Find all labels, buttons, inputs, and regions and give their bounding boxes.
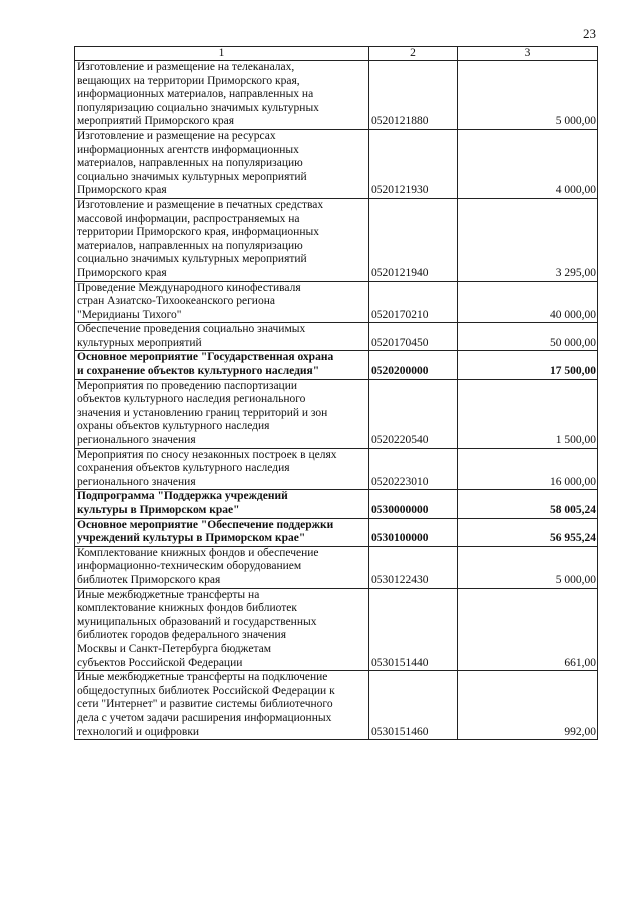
row-amount: 1 500,00	[458, 379, 598, 448]
column-header-3: 3	[458, 47, 598, 61]
table-body	[75, 61, 598, 740]
column-header-1: 1	[75, 47, 369, 61]
budget-table	[74, 46, 598, 740]
table-row	[75, 518, 598, 546]
description-line: субъектов Российской Федерации	[77, 656, 243, 669]
description-line: материалов, направленных на популяризацию	[77, 157, 303, 170]
row-description	[75, 518, 369, 546]
row-code: 0520170450	[369, 323, 458, 351]
description-line: муниципальных образований и государственных	[77, 615, 317, 628]
table-row	[75, 323, 598, 351]
row-description	[75, 379, 369, 448]
row-description	[75, 490, 369, 518]
table-header	[75, 47, 598, 61]
description-line: Основное мероприятие "Обеспечение поддержки	[77, 518, 334, 531]
description-line: Изготовление и размещение на ресурсах	[77, 129, 276, 142]
description-line: Москвы и Санкт-Петербурга бюджетам	[77, 642, 272, 655]
row-code: 0520220540	[369, 379, 458, 448]
description-line: дела с учетом задачи расширения информационных	[77, 711, 332, 724]
description-line: значения и установлению границ территорий и зон	[77, 406, 328, 419]
row-amount: 40 000,00	[458, 281, 598, 323]
row-description	[75, 281, 369, 323]
description-line: общедоступных библиотек Российской Федерации к	[77, 684, 335, 697]
description-line: Обеспечение проведения социально значимых	[77, 323, 306, 336]
row-amount: 992,00	[458, 671, 598, 740]
description-line: материалов, направленных на популяризацию	[77, 239, 303, 252]
row-code: 0520223010	[369, 448, 458, 490]
table-row	[75, 490, 598, 518]
description-line: культуры в Приморском крае"	[77, 504, 240, 516]
row-description	[75, 671, 369, 740]
row-amount: 50 000,00	[458, 323, 598, 351]
row-description	[75, 351, 369, 379]
description-line: комплектование книжных фондов библиотек	[77, 602, 297, 615]
description-line: вещающих на территории Приморского края,	[77, 74, 300, 87]
column-header-2: 2	[369, 47, 458, 61]
row-amount: 661,00	[458, 588, 598, 671]
description-line: социально значимых культурных мероприятий	[77, 253, 307, 266]
description-line: Изготовление и размещение в печатных средствах	[77, 198, 324, 211]
description-line: массовой информации, распространяемых на	[77, 212, 300, 225]
description-line: социально значимых культурных мероприятий	[77, 170, 307, 183]
description-line: стран Азиатско-Тихоокеанского региона	[77, 295, 275, 308]
description-line: информационно-техническим оборудованием	[77, 560, 302, 573]
description-line: Подпрограмма "Поддержка учреждений	[77, 490, 288, 503]
row-description	[75, 198, 369, 281]
row-description	[75, 448, 369, 490]
row-code: 0520121940	[369, 198, 458, 281]
description-line: Иные межбюджетные трансферты на подключение	[77, 671, 328, 684]
description-line: культурных мероприятий	[77, 336, 202, 349]
row-code: 0530000000	[369, 490, 458, 518]
row-description	[75, 546, 369, 588]
row-description	[75, 129, 369, 198]
row-amount: 58 005,24	[458, 490, 598, 518]
description-line: объектов культурного наследия регионального	[77, 393, 306, 406]
row-amount: 3 295,00	[458, 198, 598, 281]
row-description	[75, 61, 369, 130]
description-line: Комплектование книжных фондов и обеспечение	[77, 546, 319, 559]
description-line: Приморского края	[77, 266, 167, 279]
row-amount: 17 500,00	[458, 351, 598, 379]
description-line: библиотек городов федерального значения	[77, 629, 286, 642]
description-line: технологий и оцифровки	[77, 725, 200, 738]
header-row	[75, 47, 598, 61]
description-line: территории Приморского края, информационных	[77, 226, 319, 239]
table-row	[75, 671, 598, 740]
table-row	[75, 129, 598, 198]
description-line: библиотек Приморского края	[77, 573, 221, 586]
row-amount: 56 955,24	[458, 518, 598, 546]
description-line: Мероприятия по проведению паспортизации	[77, 379, 298, 392]
description-line: регионального значения	[77, 475, 196, 488]
row-code: 0520121930	[369, 129, 458, 198]
description-line: Мероприятия по сносу незаконных построек в целях	[77, 448, 337, 461]
row-code: 0520121880	[369, 61, 458, 130]
description-line: Изготовление и размещение на телеканалах,	[77, 61, 295, 73]
row-amount: 5 000,00	[458, 546, 598, 588]
table-row	[75, 588, 598, 671]
description-line: популяризацию социально значимых культурных	[77, 101, 319, 114]
row-code: 0520170210	[369, 281, 458, 323]
table-row	[75, 379, 598, 448]
table-row	[75, 281, 598, 323]
table-row	[75, 351, 598, 379]
description-line: Приморского края	[77, 184, 167, 197]
row-code: 0530151460	[369, 671, 458, 740]
row-amount: 5 000,00	[458, 61, 598, 130]
description-line: регионального значения	[77, 434, 196, 447]
description-line: и сохранение объектов культурного наследия"	[77, 365, 320, 378]
description-line: сети "Интернет" и развитие системы библиотечного	[77, 698, 333, 711]
row-code: 0530122430	[369, 546, 458, 588]
row-code: 0530100000	[369, 518, 458, 546]
row-amount: 4 000,00	[458, 129, 598, 198]
description-line: охраны объектов культурного наследия	[77, 420, 270, 433]
description-line: информационных материалов, направленных на	[77, 88, 314, 101]
description-line: "Меридианы Тихого"	[77, 308, 182, 321]
table-row	[75, 61, 598, 130]
table-row	[75, 546, 598, 588]
row-code: 0520200000	[369, 351, 458, 379]
description-line: информационных агентств информационных	[77, 143, 299, 156]
description-line: мероприятий Приморского края	[77, 115, 235, 128]
table-row	[75, 448, 598, 490]
description-line: Проведение Международного кинофестиваля	[77, 281, 301, 294]
table-row	[75, 198, 598, 281]
description-line: Основное мероприятие "Государственная охрана	[77, 351, 334, 364]
row-description	[75, 323, 369, 351]
row-description	[75, 588, 369, 671]
description-line: Иные межбюджетные трансферты на	[77, 588, 260, 601]
description-line: учреждений культуры в Приморском крае"	[77, 532, 306, 545]
description-line: сохранения объектов культурного наследия	[77, 462, 290, 475]
page-number: 23	[583, 26, 596, 41]
row-amount: 16 000,00	[458, 448, 598, 490]
row-code: 0530151440	[369, 588, 458, 671]
